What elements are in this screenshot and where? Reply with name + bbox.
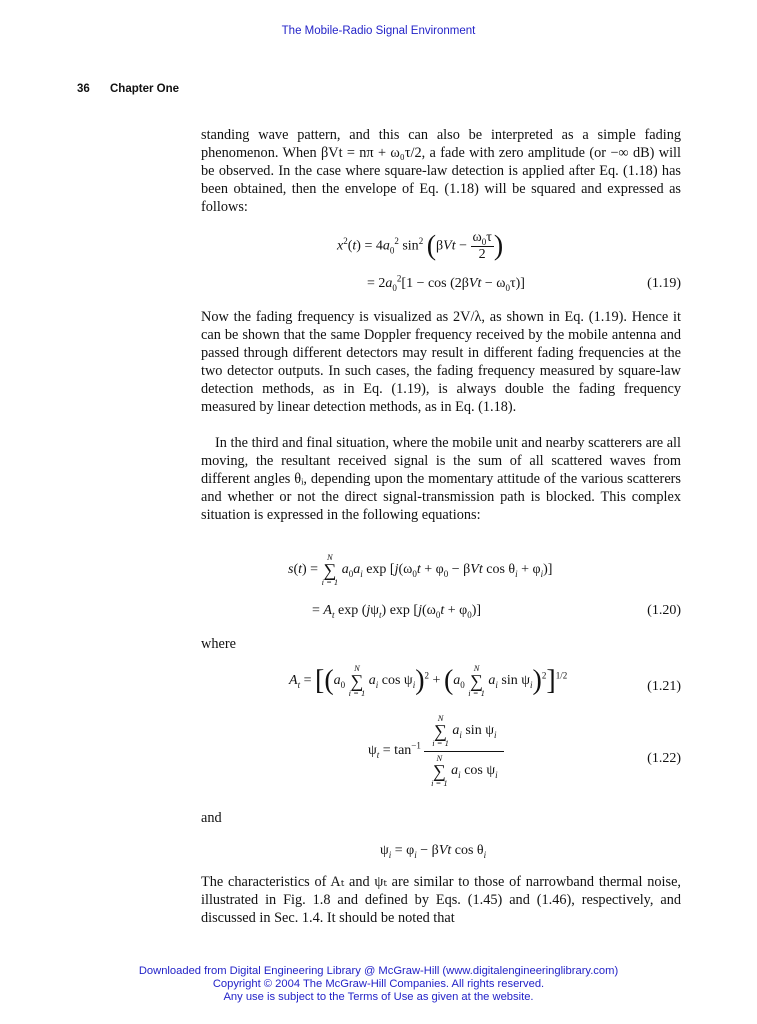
equation-1-22: $\psi_t = \tan^{-1}$ N ∑ i = 1 $a_i$ $\sin \psi_i$ N ∑ i = 1 $a_i$ $\cos \psi_i$ [368,714,504,788]
paragraph-1: standing wave pattern, and this can also be interpreted as a simple fading phenomenon. When βVt = nπ + ω₀τ/2, a fade with zero amplitude (or −∞ dB) will be observed. In the case where square-law detection is applied after Eq. (1.18) has been obtained, then the envelope of Eq. (1.18) will be squared and expressed as follows: [201,127,681,215]
and-label: and [201,810,222,826]
paragraph-4: The characteristics of Aₜ and ψₜ are similar to those of narrowband thermal noise, illustrated in Fig. 1.8 and defined by Eqs. (1.45) and (1.46), respectively, and discussed in Sec. 1.4. It should be noted that [201,874,681,926]
footer-terms-link[interactable]: Any use is subject to the Terms of Use as given at the website. [223,991,534,1003]
paragraph-2: Now the fading frequency is visualized as 2V/λ, as shown in Eq. (1.19). Hence it can be shown that the same Doppler frequency received by the mobile antenna and passed through different detectors may result in different fading frequencies at the two detector outputs. In such cases, the fading frequency measured by square-law detection methods, as in Eq. (1.19), is always double the fading frequency measured by linear detection methods, as in Eq. (1.18). [201,309,681,415]
equation-1-19-line2: = $2a_0^2[1 - \cos (2\beta Vt - \omega_0\tau)]$ [367,273,525,293]
equation-1-21: $A_t = [(a_0$ N ∑ i = 1 $a_i$ $\cos \psi_i)^2 + (a_0$ N ∑ i = 1 $a_i$ $\sin \psi_i)^2]^{1/2}$ [289,663,568,698]
equation-number-1-22: (1.22) [647,751,681,766]
footer-download-link[interactable]: Downloaded from Digital Engineering Library @ McGraw-Hill (www.digitalengineeringlibrary.com) [138,965,619,977]
equation-number-1-20: (1.20) [647,603,681,618]
equation-number-1-21: (1.21) [647,679,681,694]
equation-psi-i: $\psi_i = \varphi_i - \beta Vt$ $\cos \theta_i$ [380,843,487,860]
equation-1-20-line2: = $A_t$ $\exp (j\psi_t)$ $\exp [j(\omega_0t + \varphi_0)]$ [312,603,482,620]
where-label: where [201,636,236,652]
footer [0,965,757,1004]
equation-1-20-line1: s(t) = N ∑ i = 1 $a_0a_i$ $\exp [j(\omega_0t + \varphi_0 - \beta Vt$ $\cos \theta_i + \varphi_i$)] [288,552,553,587]
paragraph-3: In the third and final situation, where the mobile unit and nearby scatterers are all moving, the resultant received signal is the sum of all scattered waves from different angles θᵢ, depending upon the momentary attitude of the various scatterers and whether or not the direct signal-transmission path is blocked. This complex situation is expressed in the following equations: [201,435,681,523]
chapter-title-link[interactable]: The Mobile-Radio Signal Environment [281,25,476,37]
equation-1-19-line1: $x^2(t) = 4a_0^2$ $\sin^2 (\beta Vt$ − $\frac{\omega_0\tau}{2}$ ) [337,230,504,262]
footer-copyright: Copyright © 2004 The McGraw-Hill Companies. All rights reserved. [212,978,545,990]
chapter-label: Chapter One [110,83,180,95]
page-number: 36 [77,83,90,95]
equation-number-1-19: (1.19) [647,276,681,291]
